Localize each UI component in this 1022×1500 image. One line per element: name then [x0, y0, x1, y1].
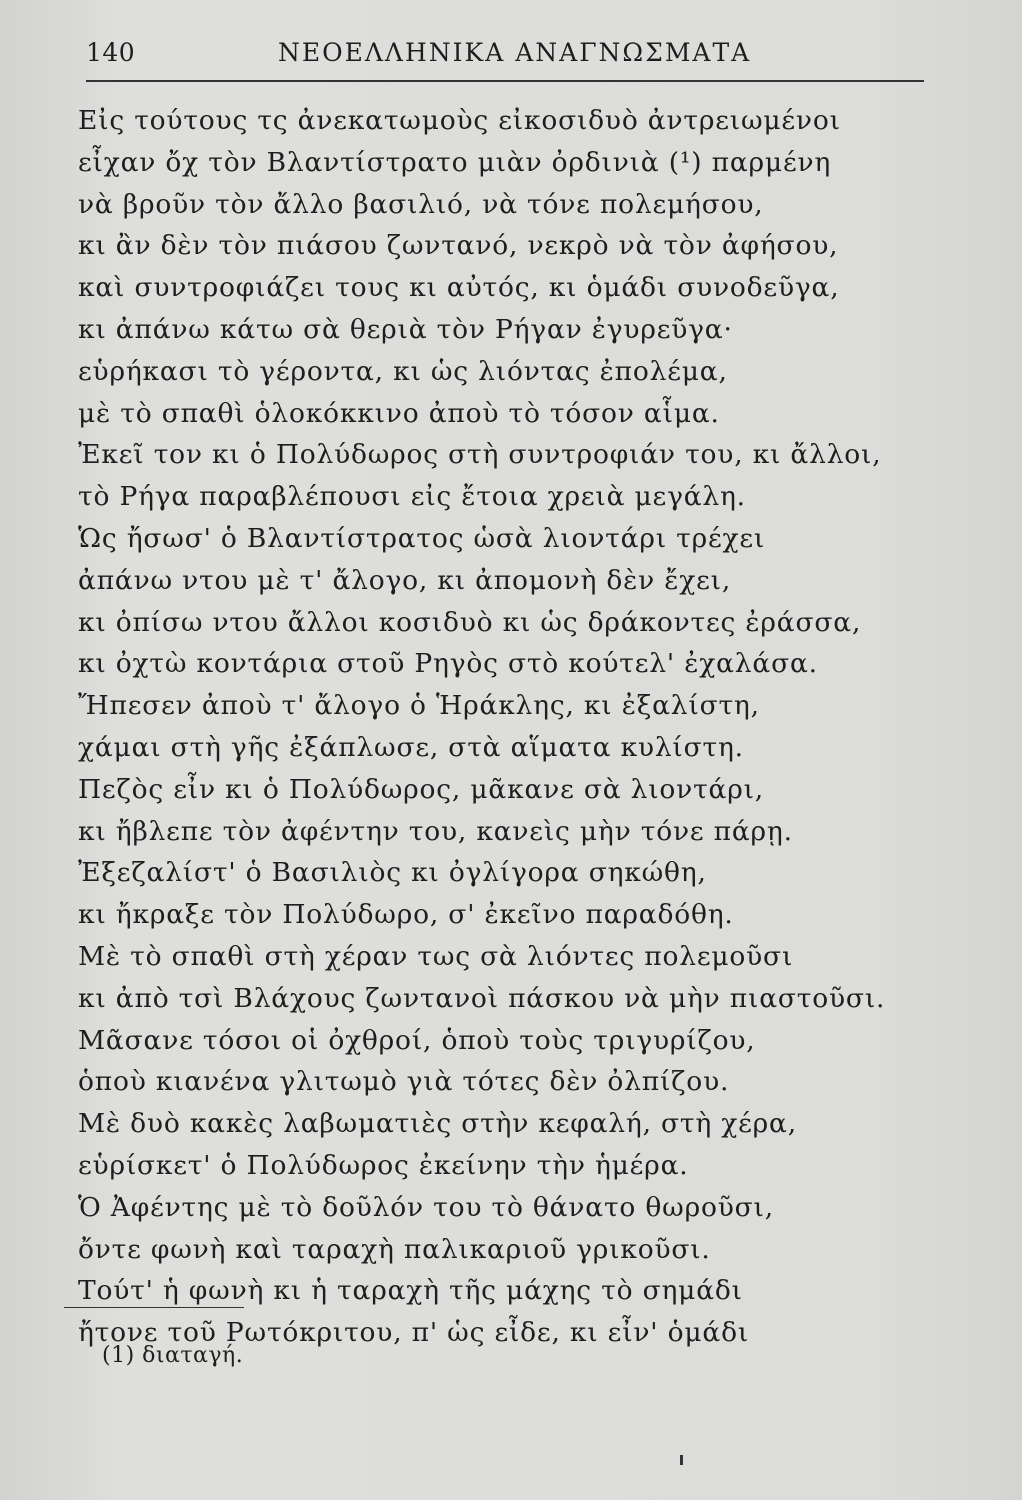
verse-line: Μὲ τὸ σπαθὶ στὴ χέραν τως σὰ λιόντες πολεμοῦσι: [78, 940, 794, 972]
verse-line: Ἤπεσεν ἀποὺ τ' ἄλογο ὁ Ἡράκλης, κι ἐξαλίστη,: [78, 690, 760, 722]
verse-line: χάμαι στὴ γῆς ἐξάπλωσε, στὰ αἵματα κυλίστη.: [78, 731, 744, 763]
verse-line: εὑρίσκετ' ὁ Πολύδωρος ἐκείνην τὴν ἡμέρα.: [78, 1149, 689, 1181]
verse-line: κι ὀπίσω ντου ἄλλοι κοσιδυὸ κι ὡς δράκοντες ἐράσσα,: [78, 606, 862, 638]
running-title: ΝΕΟΕΛΛΗΝΙΚΑ ΑΝΑΓΝΩΣΜΑΤΑ: [278, 38, 752, 67]
verse-line: ἀπάνω ντου μὲ τ' ἄλογο, κι ἀπομονὴ δὲν ἔχει,: [78, 564, 732, 596]
footnote: (1) διαταγή.: [102, 1343, 244, 1368]
verse-line: κι ἤβλεπε τὸν ἀφέντην του, κανεὶς μὴν τόνε πάρῃ.: [78, 815, 793, 847]
verse-line: Ἐξεζαλίστ' ὁ Βασιλιὸς κι ὀγλίγορα σηκώθη,: [78, 857, 707, 889]
verse-line: κι ὀχτὼ κοντάρια στοῦ Ρηγὸς στὸ κούτελ' ἐχαλάσα.: [78, 648, 818, 680]
verse-line: ὁποὺ κιανένα γλιτωμὸ γιὰ τότες δὲν ὀλπίζου.: [78, 1066, 730, 1098]
verse-line: νὰ βροῦν τὸν ἄλλο βασιλιό, νὰ τόνε πολεμήσου,: [78, 188, 764, 220]
verse-line: εἶχαν ὄχ τὸν Βλαντίστρατο μιὰν ὀρδινιὰ (¹) παρμένη: [78, 146, 832, 178]
verse-line: εὑρήκασι τὸ γέροντα, κι ὡς λιόντας ἐπολέμα,: [78, 355, 728, 387]
verse-line: κι ἀπάνω κάτω σὰ θεριὰ τὸν Ρήγαν ἐγυρεῦγα·: [78, 313, 733, 345]
verse-line: Ἐκεῖ τον κι ὁ Πολύδωρος στὴ συντροφιάν του, κι ἄλλοι,: [78, 439, 882, 471]
verse-line: καὶ συντροφιάζει τους κι αὐτός, κι ὁμάδι συνοδεῦγα,: [78, 272, 840, 304]
verse-line: κι ἤκραξε τὸν Πολύδωρο, σ' ἐκεῖνο παραδόθη.: [78, 899, 734, 931]
poem-text: [78, 100, 938, 1354]
verse-line: Μὲ δυὸ κακὲς λαβωματιὲς στὴν κεφαλή, στὴ χέρα,: [78, 1108, 797, 1140]
verse-line: ἤτονε τοῦ Ρωτόκριτου, π' ὡς εἶδε, κι εἶν' ὁμάδι: [78, 1317, 750, 1349]
verse-line: ὄντε φωνὴ καὶ ταραχὴ παλικαριοῦ γρικοῦσι.: [78, 1233, 711, 1265]
ink-speck: [680, 1455, 683, 1465]
verse-line: Τούτ' ἡ φωνὴ κι ἡ ταραχὴ τῆς μάχης τὸ σημάδι: [78, 1275, 743, 1307]
verse-line: Ὡς ἤσωσ' ὁ Βλαντίστρατος ὡσὰ λιοντάρι τρέχει: [78, 522, 766, 554]
verse-line: κι ἂν δὲν τὸν πιάσου ζωντανό, νεκρὸ νὰ τὸν ἀφήσου,: [78, 230, 839, 262]
verse-line: κι ἀπὸ τσὶ Βλάχους ζωντανοὶ πάσκου νὰ μὴν πιαστοῦσι.: [78, 982, 886, 1014]
verse-line: Ὁ Ἀφέντης μὲ τὸ δοῦλόν του τὸ θάνατο θωροῦσι,: [78, 1191, 774, 1223]
page-number: 140: [86, 38, 136, 67]
header-rule: [86, 80, 924, 82]
verse-line: Μᾶσανε τόσοι οἱ ὀχθροί, ὁποὺ τοὺς τριγυρίζου,: [78, 1024, 756, 1056]
page-header: [86, 34, 926, 74]
verse-line: τὸ Ρήγα παραβλέπουσι εἰς ἔτοια χρειὰ μεγάλη.: [78, 481, 746, 513]
verse-line: Εἰς τούτους τς ἀνεκατωμοὺς εἰκοσιδυὸ ἀντρειωμένοι: [78, 105, 841, 136]
footnote-rule: [64, 1307, 244, 1308]
verse-line: μὲ τὸ σπαθὶ ὁλοκόκκινο ἀποὺ τὸ τόσον αἷμα.: [78, 397, 720, 429]
verse-line: Πεζὸς εἶν κι ὁ Πολύδωρος, μᾶκανε σὰ λιοντάρι,: [78, 773, 765, 805]
